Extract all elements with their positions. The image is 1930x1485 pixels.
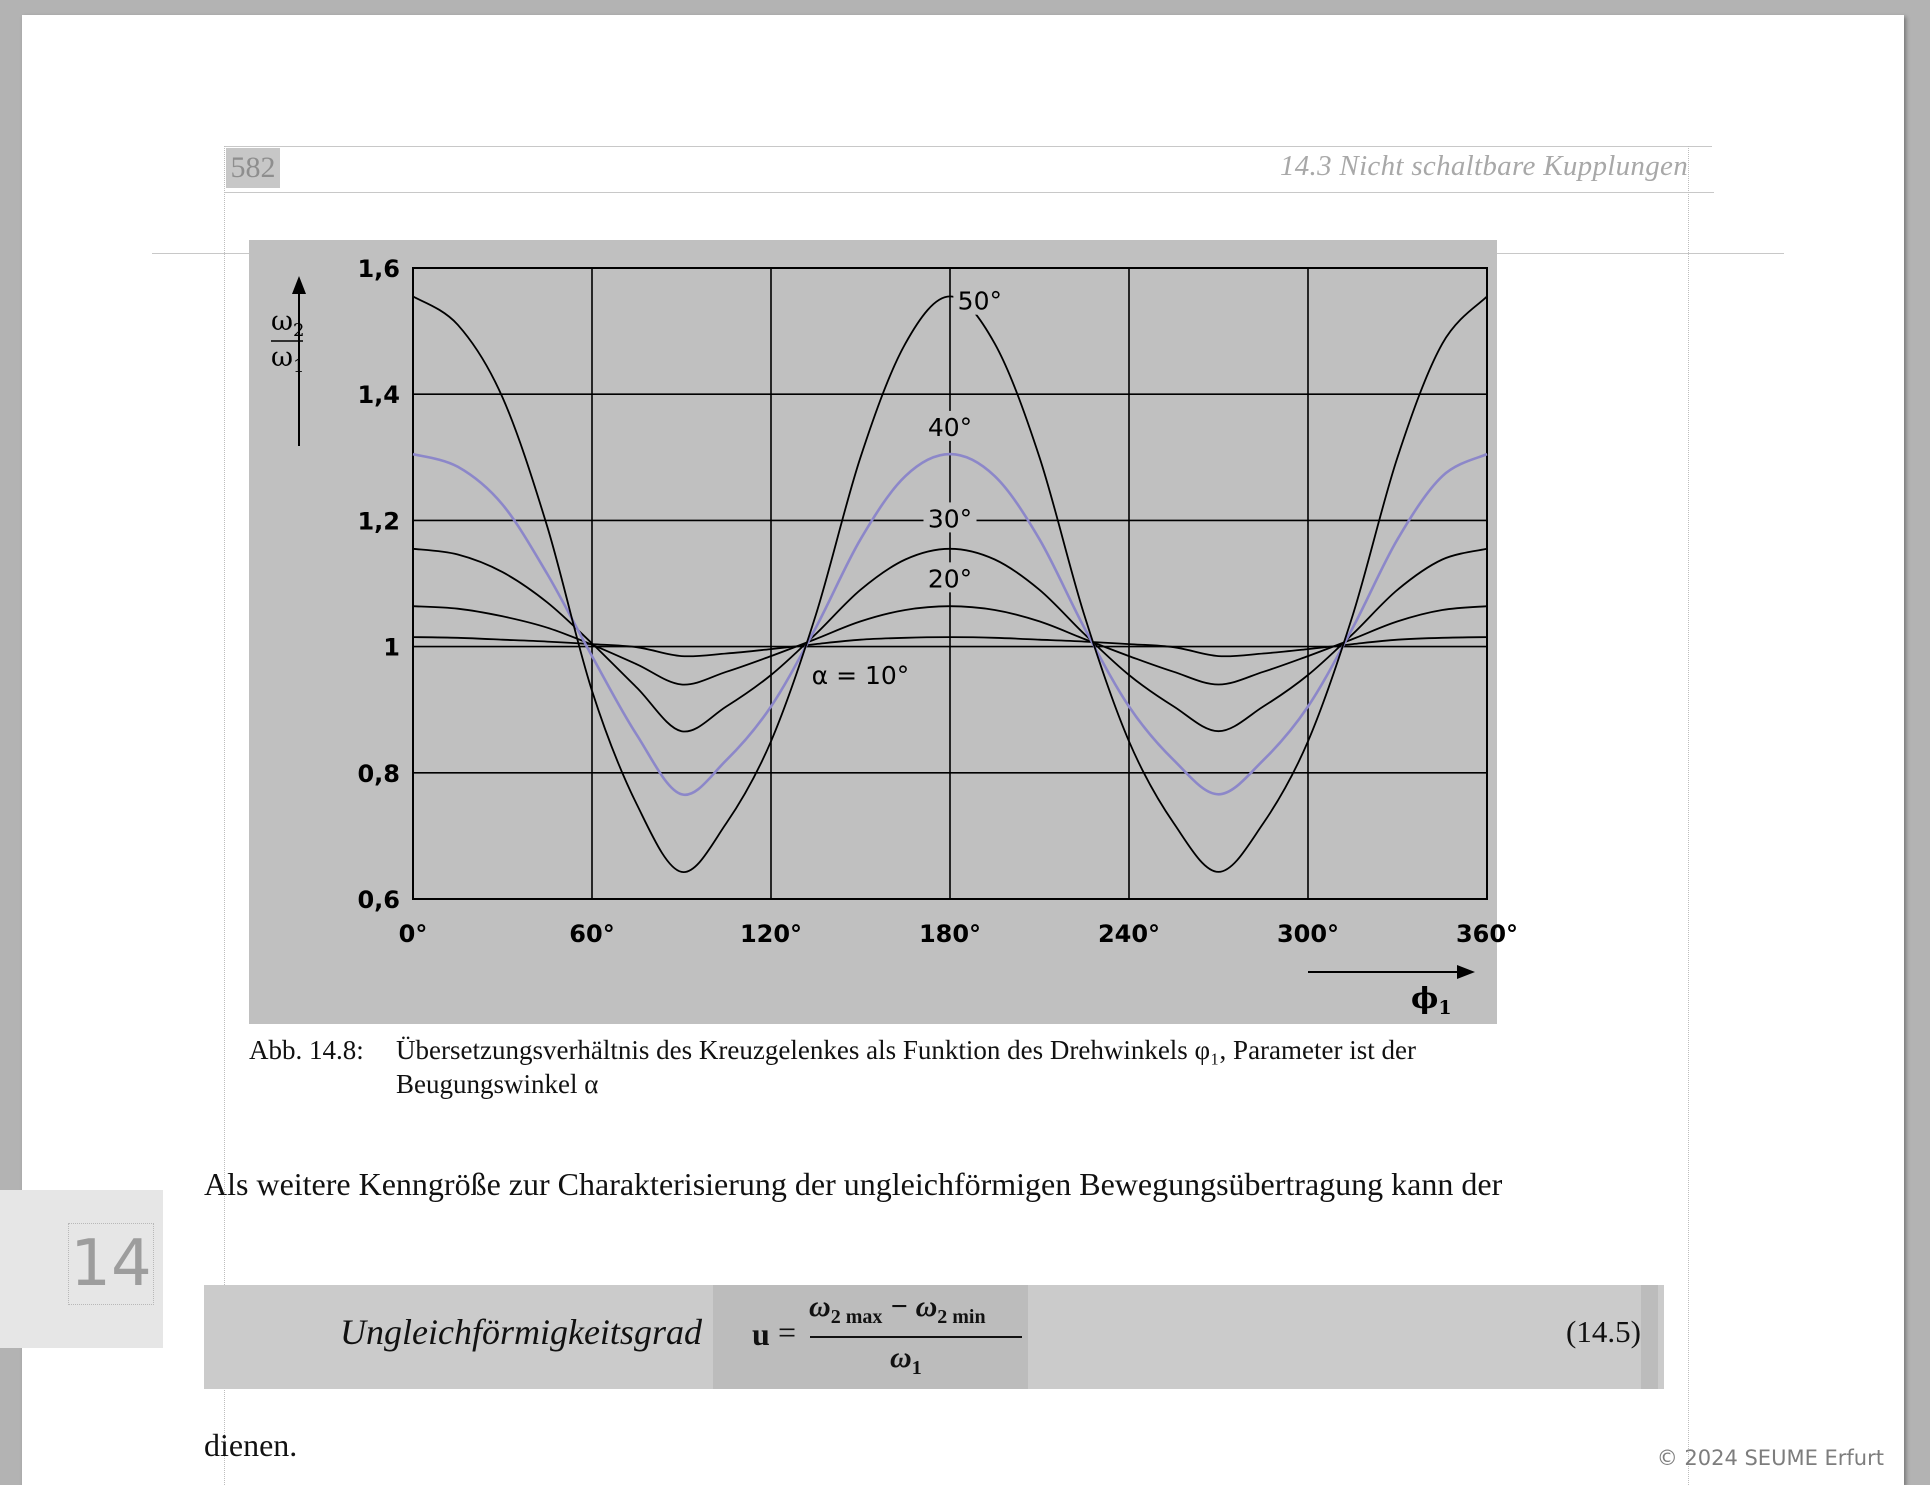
formula-equals: = <box>778 1314 797 1350</box>
equation-number: (14.5) <box>1566 1314 1641 1349</box>
y-axis-label-denominator: $\omega_1$ <box>271 342 305 377</box>
x-tick-label: 360° <box>1455 920 1519 948</box>
caption-text: Übersetzungsverhältnis des Kreuzgelenkes als Funktion des Drehwinkels φ₁, Parameter ist der Beugungswinkel α <box>396 1035 1416 1099</box>
formula-denominator: $\omega_1$ <box>890 1341 922 1379</box>
curve-label: 40° <box>927 412 973 442</box>
y-tick-label: 1,2 <box>357 507 400 536</box>
page-number: 582 <box>226 148 280 188</box>
formula-numerator: $\omega_{2 max} - \omega_{2 min}$ <box>809 1290 986 1328</box>
chart-svg <box>249 240 1519 1024</box>
x-axis-arrowhead <box>1457 965 1475 979</box>
y-axis-arrowhead <box>292 276 306 294</box>
formula-fraction-line <box>810 1336 1022 1338</box>
x-tick-label: 60° <box>569 920 615 948</box>
curve-label: 30° <box>927 504 973 534</box>
text-margin-right <box>1688 146 1689 1485</box>
running-head: 14.3 Nicht schaltbare Kupplungen <box>1279 150 1688 182</box>
formula-name: Ungleichförmigkeitsgrad <box>340 1312 702 1352</box>
header-guide-top <box>224 146 1712 147</box>
x-tick-label: 120° <box>739 920 803 948</box>
body-paragraph: Als weitere Kenngröße zur Charakterisierung der ungleichförmigen Bewegungsübertragung kann der <box>204 1166 1503 1202</box>
y-tick-label: 1,4 <box>357 381 400 410</box>
chapter-number: 14 <box>68 1223 154 1305</box>
caption-label: Abb. 14.8: <box>249 1035 364 1065</box>
x-axis-label: $\phi_1$ <box>1411 981 1452 1019</box>
x-tick-label: 180° <box>918 920 982 948</box>
body-paragraph-end: dienen. <box>204 1427 298 1463</box>
formula-symbol: u <box>752 1316 770 1352</box>
x-tick-label: 0° <box>398 920 428 948</box>
curve-label: α = 10° <box>811 660 910 690</box>
figure-chart-panel <box>249 240 1519 1024</box>
formula-end-marker <box>1641 1285 1658 1389</box>
x-tick-label: 300° <box>1276 920 1340 948</box>
y-tick-label: 0,8 <box>357 759 400 788</box>
y-tick-label: 1 <box>383 633 400 662</box>
y-tick-label: 0,6 <box>357 886 400 914</box>
y-tick-label: 1,6 <box>357 255 400 283</box>
x-tick-label: 240° <box>1097 920 1161 948</box>
header-guide-bottom <box>224 192 1714 193</box>
copyright-notice: © 2024 SEUME Erfurt <box>1656 1446 1884 1470</box>
curve-label: 20° <box>927 564 973 594</box>
curve-label: 50° <box>957 286 1002 316</box>
y-axis-label-numerator: $\omega_2$ <box>271 306 305 341</box>
